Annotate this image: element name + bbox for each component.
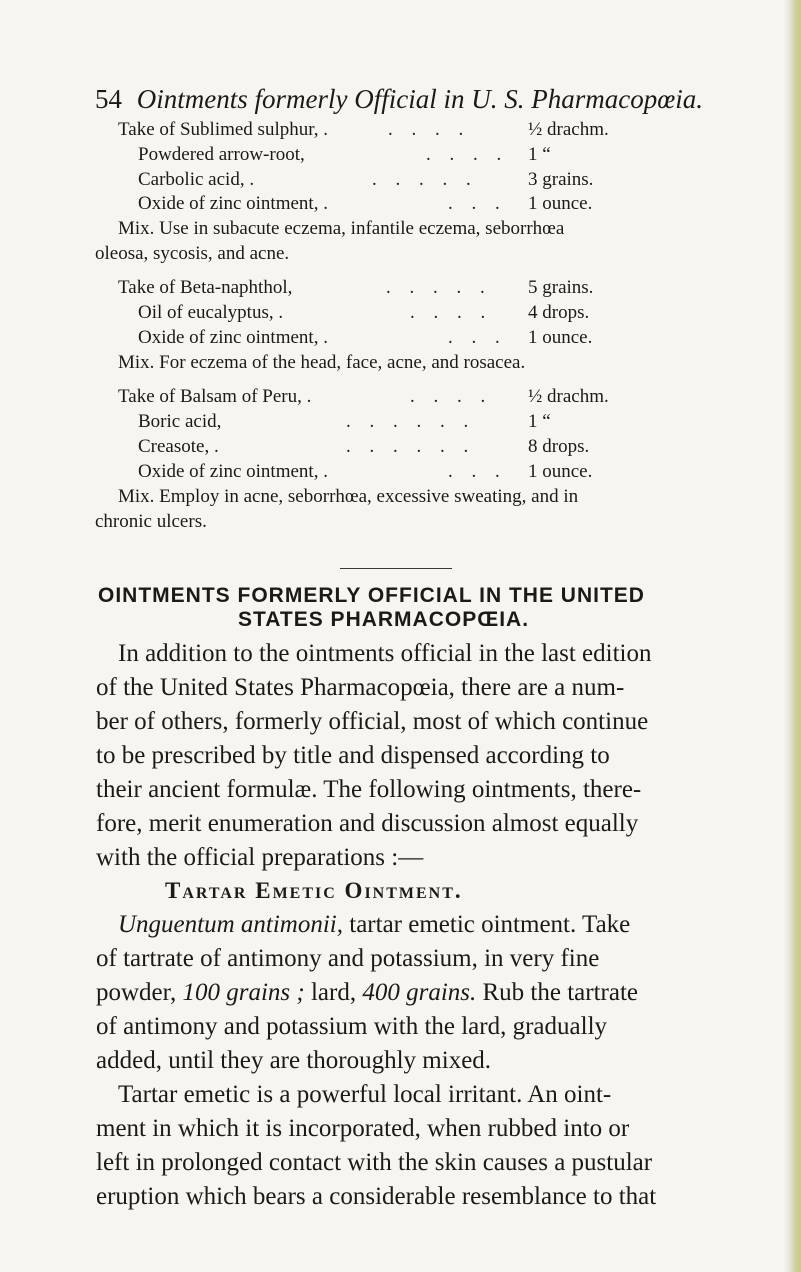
ingredient: Powdered arrow-root, bbox=[138, 144, 305, 165]
ingredient: Oxide of zinc ointment, . bbox=[138, 327, 328, 348]
leader-dots: . . . . bbox=[388, 119, 471, 140]
quantity: 5 grains. bbox=[528, 277, 594, 298]
tartar-para-2-line-3: left in prolonged contact with the skin causes a pustular bbox=[96, 1149, 653, 1176]
tartar-line-3-c: lard, bbox=[310, 979, 357, 1006]
page-number: 54 bbox=[95, 84, 122, 114]
quantity: ½ drachm. bbox=[528, 386, 609, 407]
leader-dots: . . . . bbox=[426, 144, 509, 165]
ingredient: Oxide of zinc ointment, . bbox=[138, 193, 328, 214]
tartar-line-3-a: powder, bbox=[96, 979, 177, 1006]
tartar-line-5: added, until they are thoroughly mixed. bbox=[96, 1047, 492, 1074]
quantity: 1 “ bbox=[528, 144, 551, 165]
quantity: 4 drops. bbox=[528, 302, 590, 323]
quantity: ½ drachm. bbox=[528, 119, 609, 140]
formula-3-directions-1: Mix. Employ in acne, seborrhœa, excessive sweating, and in bbox=[118, 486, 579, 507]
tartar-para-2-line-2: ment in which it is incorporated, when rubbed into or bbox=[96, 1115, 630, 1142]
leader-dots: . . . . . bbox=[386, 277, 492, 298]
paragraph-line-1: In addition to the ointments official in the last edition bbox=[118, 640, 652, 667]
formula-3-directions-2: chronic ulcers. bbox=[95, 511, 207, 532]
leader-dots: . . . bbox=[448, 327, 507, 348]
ingredient: Oil of eucalyptus, . bbox=[138, 302, 284, 323]
ingredient: Take of Sublimed sulphur, . bbox=[118, 119, 329, 140]
tartar-line-3-e: Rub the tartrate bbox=[482, 979, 638, 1006]
tartar-para-2-line-1: Tartar emetic is a powerful local irritant. An oint- bbox=[118, 1081, 612, 1108]
tartar-line-1 bbox=[118, 908, 630, 942]
leader-dots: . . . . . . bbox=[346, 411, 476, 432]
latin-name: Unguentum antimonii, bbox=[118, 911, 343, 938]
section-heading-line-2: STATES PHARMACOPŒIA. bbox=[238, 608, 530, 631]
paragraph-line-4: to be prescribed by title and dispensed according to bbox=[96, 742, 610, 769]
paragraph-line-5: their ancient formulæ. The following ointments, there- bbox=[96, 776, 642, 803]
ingredient: Take of Balsam of Peru, . bbox=[118, 386, 312, 407]
quantity: 1 ounce. bbox=[528, 461, 593, 482]
leader-dots: . . . bbox=[448, 193, 507, 214]
quantity: 1 “ bbox=[528, 411, 551, 432]
ingredient: Boric acid, bbox=[138, 411, 222, 432]
quantity: 8 drops. bbox=[528, 436, 590, 457]
tartar-para-2-line-4: eruption which bears a considerable resemblance to that bbox=[96, 1183, 657, 1210]
quantity: 1 ounce. bbox=[528, 193, 593, 214]
paragraph-line-7: with the official preparations :— bbox=[96, 844, 424, 871]
page-title: Ointments formerly Official in U. S. Pharmacopœia. bbox=[136, 84, 703, 114]
tartar-line-3-d: 400 grains. bbox=[362, 979, 477, 1006]
ingredient: Creasote, . bbox=[138, 436, 219, 457]
tartar-line-2: of tartrate of antimony and potassium, in very fine bbox=[96, 945, 600, 972]
leader-dots: . . . bbox=[448, 461, 507, 482]
tartar-line-3 bbox=[96, 976, 638, 1010]
paragraph-line-6: fore, merit enumeration and discussion almost equally bbox=[96, 810, 639, 837]
leader-dots: . . . . bbox=[410, 302, 493, 323]
leader-dots: . . . . . bbox=[372, 169, 478, 190]
formula-1-directions-1: Mix. Use in subacute eczema, infantile eczema, seborrhœa bbox=[118, 218, 565, 239]
section-heading-line-1: OINTMENTS FORMERLY OFFICIAL IN THE UNITED bbox=[98, 584, 645, 607]
ingredient: Oxide of zinc ointment, . bbox=[138, 461, 328, 482]
tartar-emetic-heading: Tartar Emetic Ointment. bbox=[165, 878, 463, 903]
ingredient: Take of Beta-naphthol, bbox=[118, 277, 293, 298]
quantity: 1 ounce. bbox=[528, 327, 593, 348]
leader-dots: . . . . bbox=[410, 386, 493, 407]
tartar-line-1-rest: tartar emetic ointment. Take bbox=[349, 911, 631, 938]
paragraph-line-3: ber of others, formerly official, most of which continue bbox=[96, 708, 649, 735]
formula-2-directions: Mix. For eczema of the head, face, acne, and rosacea. bbox=[118, 352, 526, 373]
paragraph-line-2: of the United States Pharmacopœia, there are a num- bbox=[96, 674, 625, 701]
formula-1-directions-2: oleosa, sycosis, and acne. bbox=[95, 243, 290, 264]
quantity: 3 grains. bbox=[528, 169, 594, 190]
tartar-line-3-b: 100 grains ; bbox=[182, 979, 305, 1006]
leader-dots: . . . . . . bbox=[346, 436, 476, 457]
ingredient: Carbolic acid, . bbox=[138, 169, 255, 190]
tartar-line-4: of antimony and potassium with the lard, gradually bbox=[96, 1013, 608, 1040]
